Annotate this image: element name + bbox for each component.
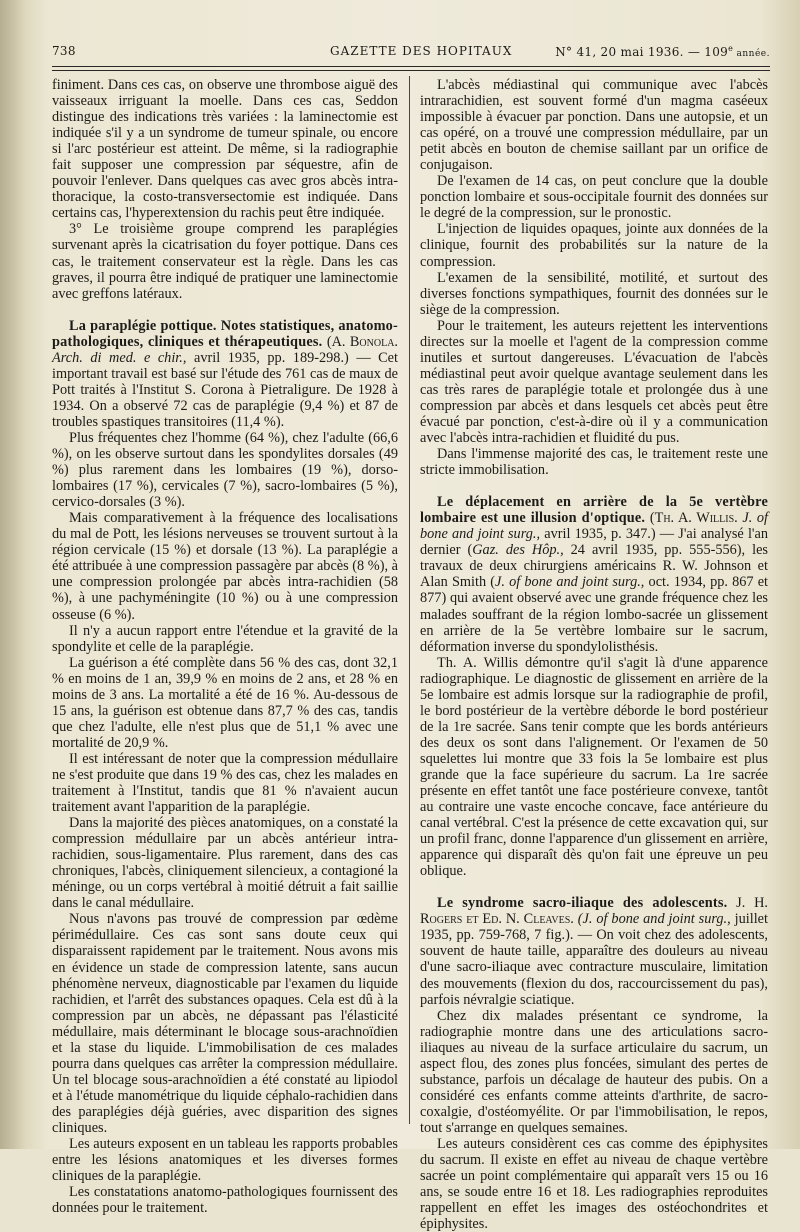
issue-info [555, 44, 770, 59]
article-author: (Th. A. Willis. [649, 510, 738, 527]
paragraph: Chez dix malades présentant ce syndrome, la radiographie montre dans une des articulations sacro-iliaques au niveau de la surface articulaire du sacrum, un aspect flou, des zones plus foncées, simulant des pertes de substance, parfois un décalage de hauteur des pubis. On a considéré ces enfants comme atteints d'arthrite, de sacro-coxalgie, d'ostéomyélite. Or par l'immobilisation, le repos, tout s'arrange en quelques semaines. [420, 1007, 768, 1136]
paragraph: Les auteurs exposent en un tableau les rapports probables entre les lésions anatomiques et les diverses formes cliniques de la paraplégie. [52, 1136, 398, 1185]
paragraph: De l'examen de 14 cas, on peut conclure que la double ponction lombaire et sous-occipitale fournit des données sur le degré de la compression, sur le pronostic. [420, 173, 768, 222]
article-journal: J. of bone and joint surg., [495, 574, 645, 591]
issue-text: N° 41, 20 mai 1936. — 109 [555, 45, 729, 59]
paragraph: Mais comparativement à la fréquence des localisations du mal de Pott, les lésions nerveuses se trouvent surtout à la région cervicale (15 %) et dorsale (13 %). La paraplégie a été attribuée à une compression passagère par abcès (8 %), à une compression prolongée par abcès intra-rachidien (58 %), à une pachyméningite (10 %) ou à une compression osseuse (6 %). [52, 510, 398, 623]
paragraph: Nous n'avons pas trouvé de compression par œdème périmédullaire. Ces cas sont sans doute ceux qui disparaissent rapidement par le traitement. Nous avons mis en évidence un stade de compression latente, sans aucun phénomène nerveux, diagnosticable par l'examen du liquide rachidien, et l'arrêt des substances opaques. Cela est dû à la compression par un abcès, ne dépassant pas l'élasticité médullaire, mais déterminant le blocage sous-arachnoïdien et la stase du liquide. L'immobilisation de ces malades pourra dans quelques cas arrêter la compression médullaire. Un tel blocage sous-arachnoïdien a été constaté au lipiodol et à l'étude manométrique du liquide céphalo-rachidien dans des paraplégies déjà guéries, avec disparition des signes cliniques. [52, 911, 398, 1136]
paragraph: Th. A. Willis démontre qu'il s'agit là d'une apparence radiographique. Le diagnostic de glissement en arrière de la 5e lombaire est admis lorsque sur la radiographie de profil, le bord postérieur de la vertèbre déborde le bord postérieur de la 1re sacrée. Sans tenir compte que les bords antérieurs des deux os sont dans l'alignement. Or l'examen de 50 squelettes lui montre que 33 fois la 5e lombaire est plus grande que la face supérieure du sacrum. La 1re sacrée présente en effet tantôt une face postérieure convexe, tantôt au contraire une vaste encoche concave, face antérieure du canal vertébral. C'est la présence de cette excavation qui, sur un profil franc, donne l'apparence d'un glissement en arrière, apparence qui disparaît dès qu'on fait une épreuve un peu oblique. [420, 654, 768, 880]
article-entry [420, 494, 768, 654]
paragraph: Dans l'immense majorité des cas, le traitement reste une stricte immobilisation. [420, 446, 768, 479]
article-journal: Gaz. des Hôp., [472, 542, 564, 559]
article-body: oct. 1934, pp. 867 et 877) qui avaient observé avec une grande fréquence chez les malades souffrant de la région lombo-sacrée un glissement en arrière de la 5e vertèbre lombaire sur le sacrum, déformation inverse du spondylolisthésis. [420, 574, 769, 655]
paragraph: L'examen de la sensibilité, motilité, et surtout des diverses fonctions sympathiques, fournit des données sur le siège de la compression. [420, 269, 768, 318]
paragraph: L'abcès médiastinal qui communique avec l'abcès intrarachidien, est souvent formé d'un magma caséeux impossible à évacuer par ponction. Dans une autopsie, et un cas opéré, on a trouvé une compression médullaire, par un petit abcès en bouton de chemise saillant par un orifice de conjugaison. [420, 77, 768, 174]
header-rule-bottom [52, 70, 770, 71]
paragraph: 3° Le troisième groupe comprend les paraplégies survenant après la cicatrisation du foyer pottique. Dans ces cas, le traitement conservateur est la règle. Dans les cas graves, il pourra être indiqué de pratiquer une laminectomie avec greffons latéraux. [52, 221, 398, 302]
paragraph: Dans la majorité des pièces anatomiques, on a constaté la compression médullaire par un abcès antérieur intra-rachidien, sous-ligamentaire. Plus rarement, dans des cas chroniques, l'abcès, cliniquement silencieux, a contagioné la méninge, ou un corps vertébral à moitié détruit a fait saillie dans le canal médullaire. [52, 815, 398, 912]
paragraph: finiment. Dans ces cas, on observe une thrombose aiguë des vaisseaux irriguant la moelle. Dans ces cas, Seddon distingue des indications très variées : la laminectomie est indiquée s'il y a un syndrome de tumeur spinale, ou encore si l'arc postérieur est atteint. De même, si la radiographie fait supposer une compression par séquestre, afin de pouvoir l'enlever. Dans quelques cas avec gros abcès intra-thoracique, la costo-transversectomie est indiquée. Dans certains cas, l'hyperextension du rachis peut être indiquée. [52, 77, 398, 222]
paragraph: La guérison a été complète dans 56 % des cas, dont 32,1 % en moins de 1 an, 39,9 % en moins de 2 ans, et 28 % en moins de 3 ans. La mortalité a été de 16 %. Au-dessous de 15 ans, la guérison est obtenue dans 87,7 % des cas, tandis que chez l'adulte, elle n'est plus que de 51,1 % avec une mortalité de 20,9 %. [52, 654, 398, 751]
page-edge-shadow [0, 0, 26, 1149]
article-title: Le déplacement en arrière de la 5e vertèbre lombaire est une illusion d'optique. [420, 494, 768, 527]
paragraph: Plus fréquentes chez l'homme (64 %), chez l'adulte (66,6 %), on les observe surtout dans les spondylites dorsales (49 %) plus rarement dans les lombaires (19 %), dorso-lombaires (17 %), cervicales (7 %), sacro-lombaires (5 %), cervico-dorsales (3 %). [52, 429, 398, 511]
article-entry [52, 318, 398, 430]
article-title: La paraplégie pottique. Notes statistiques, anatomo-pathologiques, cliniques et thérapeutiques. [52, 317, 398, 350]
page-header [52, 44, 770, 64]
paragraph: L'injection de liquides opaques, jointe aux données de la clinique, fournit des probabilités sur la nature de la compression. [420, 221, 768, 270]
page-number: 738 [52, 44, 76, 58]
article-body: avril 1935, pp. 189-298.) — Cet important travail est basé sur l'étude des 761 cas de maux de Pott traités à l'Institut S. Corona à Pietraligure. De 1928 à 1934. On a observé 72 cas de paraplégie (9,4 %) et 87 de troubles spastiques transitoires (11,4 %). [52, 349, 399, 430]
article-author: (A. Bonola. [326, 333, 399, 350]
article-journal: Arch. di med. e chir., [52, 349, 187, 366]
paragraph: Il est intéressant de noter que la compression médullaire ne s'est produite que dans 19 % des cas, chez les malades en traitement à l'Institut, tandis que 81 % n'avaient aucun traitement avant l'apparition de la paraplégie. [52, 750, 398, 816]
column-divider [409, 76, 410, 1124]
left-column [52, 77, 398, 1216]
paragraph: Les constatations anatomo-pathologiques fournissent des données pour le traitement. [52, 1184, 398, 1217]
header-rule-top [52, 66, 770, 67]
article-author: J. H. Rogers et Ed. N. Cleaves. [420, 895, 768, 928]
article-body: avril 1935, p. 347.) — J'ai analysé l'an dernier ( [420, 526, 769, 559]
article-journal: (J. of bone and joint surg., [577, 911, 731, 928]
article-title: Le syndrome sacro-iliaque des adolescents. [437, 895, 728, 912]
article-body: 24 avril 1935, pp. 555-556), les travaux de deux chirurgiens américains R. W. Johnson et Alan Smith ( [420, 542, 768, 591]
journal-title: GAZETTE DES HOPITAUX [330, 44, 513, 58]
article-entry [420, 895, 768, 1007]
article-journal: J. of bone and joint surg., [420, 510, 769, 543]
paragraph: Pour le traitement, les auteurs rejettent les interventions directes sur la moelle et l'agent de la compression comme inutiles et surtout dangereuses. L'évacuation de l'abcès médiastinal peut avoir quelque avantage seulement dans les cas très rares de paraplégie totale et prolongée dus à une compression par abcès et dans lesquels cet abcès peut être évacué par ponction, c'est-à-dire où il y a communication avec l'abcès intra-rachidien et fluidité du pus. [420, 317, 768, 447]
paragraph: Il n'y a aucun rapport entre l'étendue et la gravité de la spondylite et celle de la paraplégie. [52, 622, 398, 655]
paragraph: Les auteurs considèrent ces cas comme des épiphysites du sacrum. Il existe en effet au niveau de chaque vertèbre sacrée un point complémentaire qui apparaît vers 15 ou 16 ans, se soude entre 16 et 18. Les radiographies reproduites rappellent en effet les images des ostéochondrites et épiphysites. [420, 1136, 768, 1232]
issue-tail: année. [733, 49, 770, 59]
article-body: juillet 1935, pp. 759-768, 7 fig.). — On voit chez des adolescents, souvent de haute taille, apparaître des douleurs au niveau d'une sacro-iliaque avec contracture musculaire, limitation des mouvements (flexion du dos, raccourcissement du pas), parfois névralgie sciatique. [420, 911, 768, 1008]
right-column [420, 77, 768, 1232]
issue-sup: e [728, 44, 734, 53]
